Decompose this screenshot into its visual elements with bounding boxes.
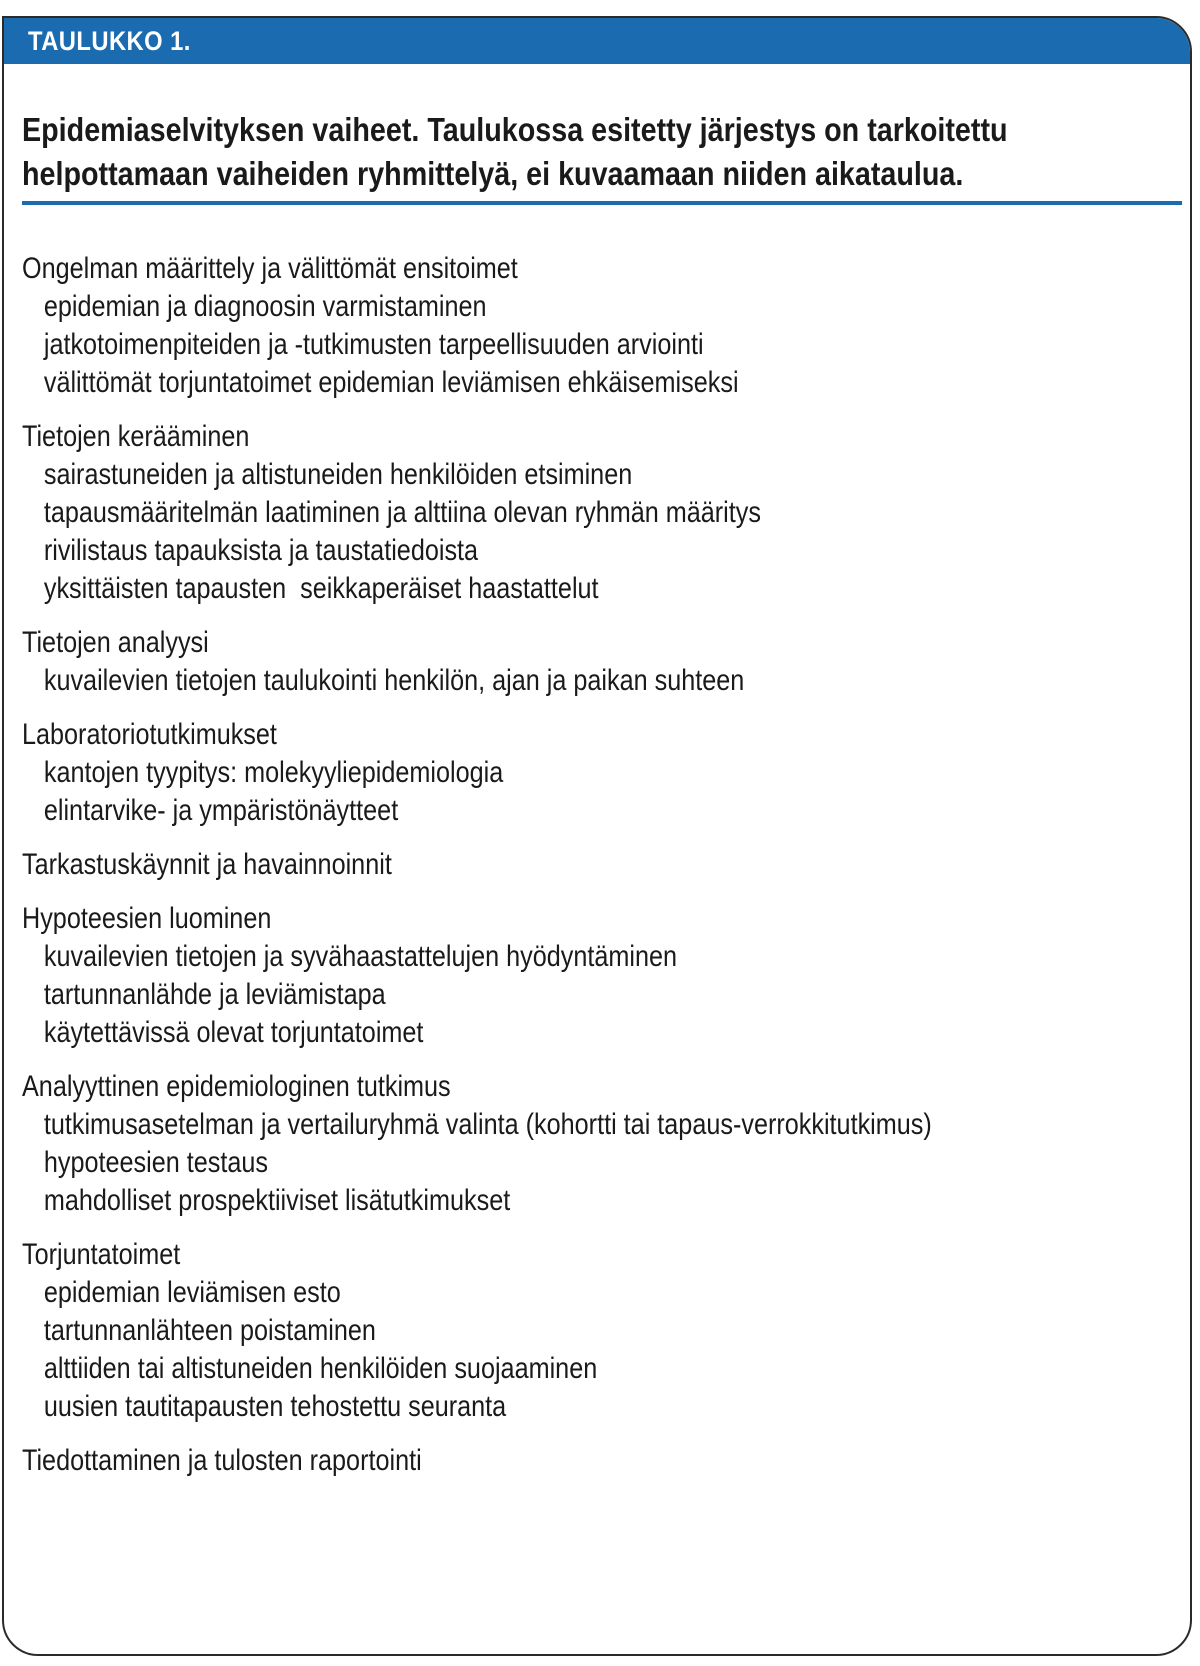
phase-step: välittömät torjuntatoimet epidemian leviämisen ehkäisemiseksi (43, 366, 739, 399)
phase-step: uusien tautitapausten tehostettu seuranta (43, 1390, 507, 1423)
table-frame (2, 16, 1192, 1656)
phase-title: Tiedottaminen ja tulosten raportointi (22, 1444, 422, 1477)
phase-step: tartunnanlähteen poistaminen (43, 1314, 376, 1347)
phase-title: Laboratoriotutkimukset (22, 718, 277, 751)
caption-line-1: Epidemiaselvityksen vaiheet. Taulukossa esitetty järjestys on tarkoitettu (22, 111, 1008, 148)
phase-step: epidemian leviämisen esto (43, 1276, 341, 1309)
phase-step: tutkimusasetelman ja vertailuryhmä valinta (kohortti tai tapaus-verrokkitutkimus) (43, 1108, 932, 1141)
caption-line-2: helpottamaan vaiheiden ryhmittelyä, ei kuvaamaan niiden aikataulua. (22, 155, 964, 192)
phase-step: käytettävissä olevat torjuntatoimet (43, 1016, 424, 1049)
phase-title: Hypoteesien luominen (22, 902, 272, 935)
phase-step: rivilistaus tapauksista ja taustatiedoista (43, 534, 479, 567)
phase-section (22, 1442, 1139, 1480)
phase-title: Ongelman määrittely ja välittömät ensitoimet (22, 252, 518, 285)
phase-list (22, 250, 1139, 1496)
phase-step: sairastuneiden ja altistuneiden henkilöiden etsiminen (43, 458, 633, 491)
caption-divider (22, 201, 1182, 205)
phase-section (22, 1236, 1139, 1426)
phase-step: mahdolliset prospektiiviset lisätutkimukset (43, 1184, 511, 1217)
phase-step: kuvailevien tietojen ja syvähaastattelujen hyödyntäminen (43, 940, 678, 973)
phase-step: yksittäisten tapausten seikkaperäiset haastattelut (43, 572, 599, 605)
phase-title: Analyyttinen epidemiologinen tutkimus (22, 1070, 451, 1103)
phase-title: Tietojen kerääminen (22, 420, 250, 453)
phase-step: hypoteesien testaus (43, 1146, 269, 1179)
phase-title: Tietojen analyysi (22, 626, 209, 659)
phase-section (22, 900, 1139, 1052)
table-label: TAULUKKO 1. (28, 26, 191, 56)
phase-title: Torjuntatoimet (22, 1238, 181, 1271)
phase-section (22, 1068, 1139, 1220)
table-header-bar (4, 18, 1190, 64)
phase-title: Tarkastuskäynnit ja havainnoinnit (22, 848, 392, 881)
phase-step: tapausmääritelmän laatiminen ja alttiina olevan ryhmän määritys (43, 496, 761, 529)
phase-step: kantojen tyypitys: molekyyliepidemiologia (43, 756, 504, 789)
phase-step: kuvailevien tietojen taulukointi henkilön, ajan ja paikan suhteen (43, 664, 745, 697)
phase-step: elintarvike- ja ympäristönäytteet (43, 794, 399, 827)
phase-section (22, 250, 1139, 402)
phase-section (22, 716, 1139, 830)
phase-step: jatkotoimenpiteiden ja -tutkimusten tarpeellisuuden arviointi (43, 328, 704, 361)
phase-section (22, 624, 1139, 700)
phase-step: alttiiden tai altistuneiden henkilöiden suojaaminen (43, 1352, 598, 1385)
phase-step: tartunnanlähde ja leviämistapa (43, 978, 386, 1011)
table-caption (22, 108, 1083, 196)
phase-step: epidemian ja diagnoosin varmistaminen (43, 290, 487, 323)
phase-section (22, 846, 1139, 884)
phase-section (22, 418, 1139, 608)
